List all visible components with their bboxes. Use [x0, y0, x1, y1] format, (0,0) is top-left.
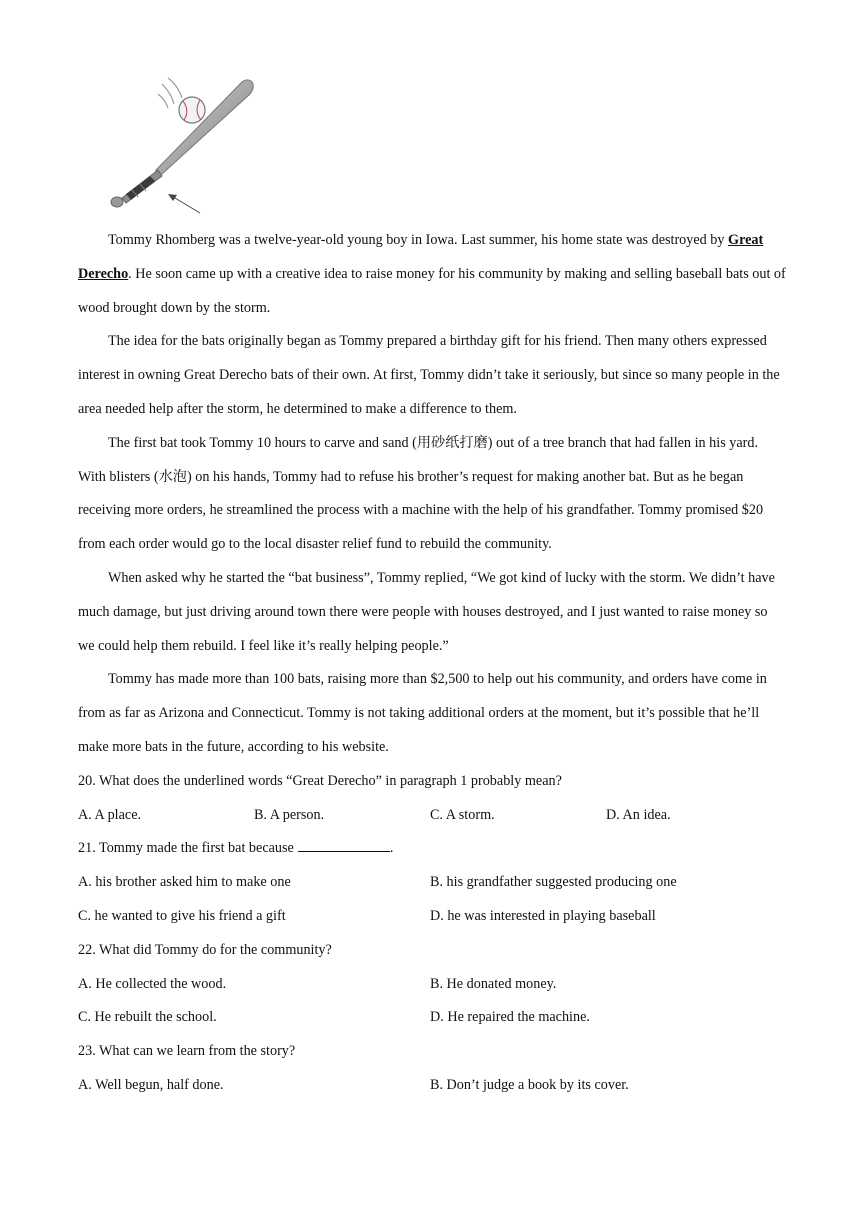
- question-21: [78, 832, 786, 866]
- option-b: B. his grandfather suggested producing one: [430, 874, 677, 891]
- question-20-options: [78, 799, 786, 833]
- option-b: B. He donated money.: [430, 975, 557, 992]
- paragraph-1: [78, 224, 786, 325]
- option-a: A. He collected the wood.: [78, 975, 227, 992]
- question-21-text: 21. Tommy made the first bat because: [78, 840, 294, 857]
- paragraph-5: Tommy has made more than 100 bats, raising more than $2,500 to help out his community, and orders have come in from as far as Arizona and Connecticut. Tommy is not taking additional orders at the moment, but it’s possible that he’ll make more bats in the future, according to his website.: [78, 671, 767, 755]
- question-21-options-row-1: [78, 866, 786, 900]
- option-c: C. A storm.: [430, 806, 495, 823]
- baseball-bat-icon: [100, 70, 270, 220]
- option-b: B. A person.: [254, 806, 325, 823]
- question-22: 22. What did Tommy do for the community?: [78, 941, 332, 958]
- option-a: A. his brother asked him to make one: [78, 874, 291, 891]
- option-a: A. Well begun, half done.: [78, 1076, 224, 1093]
- option-d: D. An idea.: [606, 806, 671, 823]
- question-22-options-row-1: [78, 968, 786, 1002]
- underlined-term: Great Derecho: [78, 232, 764, 282]
- answer-blank: [298, 839, 390, 852]
- option-c: C. He rebuilt the school.: [78, 1009, 217, 1026]
- option-d: D. he was interested in playing baseball: [430, 907, 656, 924]
- document-body: [78, 224, 786, 1103]
- question-23-options-row-1: [78, 1069, 786, 1103]
- option-b: B. Don’t judge a book by its cover.: [430, 1076, 629, 1093]
- question-23: 23. What can we learn from the story?: [78, 1043, 296, 1060]
- question-22-options-row-2: [78, 1001, 786, 1035]
- option-a: A. A place.: [78, 806, 142, 823]
- option-c: C. he wanted to give his friend a gift: [78, 907, 286, 924]
- question-21-options-row-2: [78, 900, 786, 934]
- paragraph-1-text-end: . He soon came up with a creative idea to raise money for his community by making and selling baseball bats out of wood brought down by the storm.: [78, 265, 786, 316]
- paragraph-3: The first bat took Tommy 10 hours to carve and sand (用砂纸打磨) out of a tree branch that had fallen in his yard. With blisters (水泡) on his hands, Tommy had to refuse his brother’s request for making another bat. But as he began receiving more orders, he streamlined the process with a machine with the help of his grandfather. Tommy promised $20 from each order would go to the local disaster relief fund to rebuild the community.: [78, 434, 764, 553]
- option-d: D. He repaired the machine.: [430, 1009, 590, 1026]
- paragraph-1-text: Tommy Rhomberg was a twelve-year-old young boy in Iowa. Last summer, his home state was destroyed by: [108, 232, 729, 248]
- question-20: 20. What does the underlined words “Great Derecho” in paragraph 1 probably mean?: [78, 772, 562, 789]
- paragraph-2: The idea for the bats originally began as Tommy prepared a birthday gift for his friend. Then many others expressed interest in owning Great Derecho bats of their own. At first, Tommy didn’t take it seriously, but since so many people in the area needed help after the storm, he determined to make a difference to them.: [78, 333, 780, 417]
- paragraph-4: When asked why he started the “bat business”, Tommy replied, “We got kind of lucky with the storm. We didn’t have much damage, but just driving around town there were people with houses destroyed, and I just wanted to raise money so we could help them rebuild. I feel like it’s really helping people.”: [78, 569, 775, 654]
- question-21-suffix: .: [389, 840, 394, 857]
